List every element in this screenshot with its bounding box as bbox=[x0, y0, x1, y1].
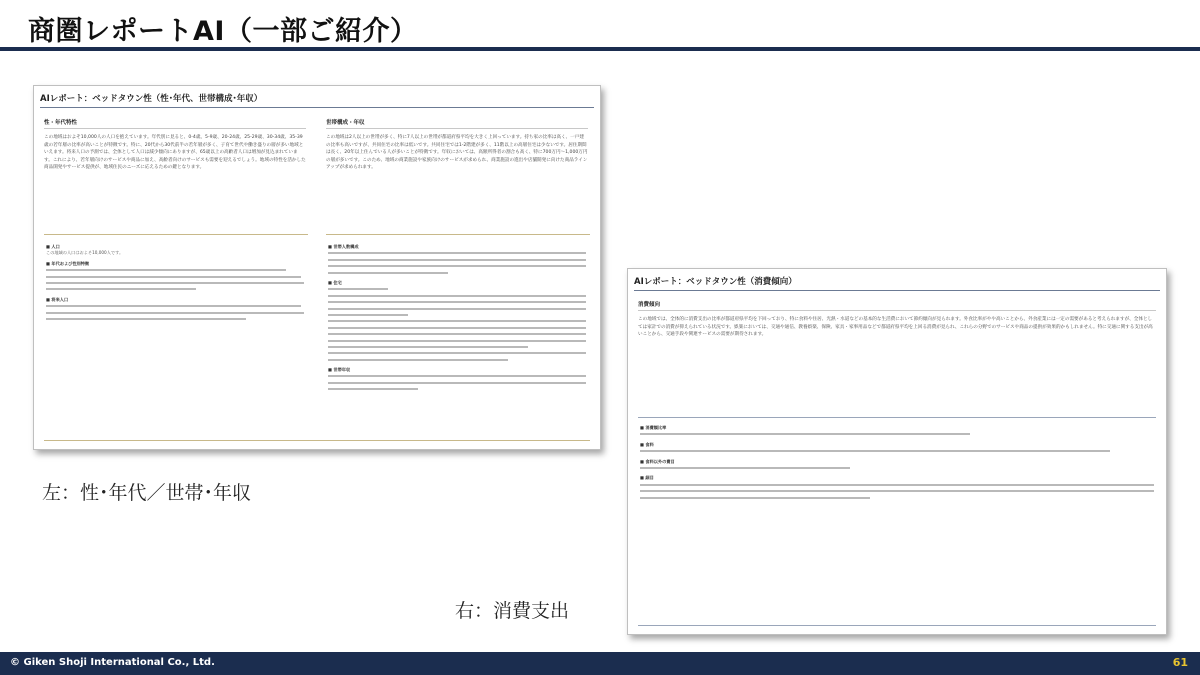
list-line bbox=[46, 310, 308, 316]
list-heading: ■ 世帯年収 bbox=[328, 367, 351, 373]
left-list-a bbox=[46, 240, 308, 350]
list-line bbox=[46, 303, 308, 309]
page-number: 61 bbox=[1172, 656, 1188, 669]
list-line bbox=[46, 267, 308, 273]
left-report-title: AIレポート：ベッドタウン性（性･年代、世帯構成･年収） bbox=[40, 88, 594, 108]
list-line bbox=[640, 488, 1156, 494]
list-line bbox=[328, 318, 590, 324]
list-line bbox=[640, 465, 1156, 471]
footer-copyright: © Giken Shoji International Co., Ltd. bbox=[10, 657, 215, 668]
section-text-age: この地域はおよそ10,000人の人口を抱えています。年代別に見ると、0-4歳、5-9歳、20-24歳、25-29歳、30-34歳、35-39歳の若年層の比率が高いことが特徴です。特に、20代から30代前半の若年層が多く、子育て世代や働き盛りの層が多い地域といえます。将来人口の予測では、全体として人口は減少傾向にありますが、65歳以上の高齢者人口は増加が見込まれています。これにより、若年層向けのサービスや商品に加え、高齢者向けのサービスも需要を迎えるでしょう。地域の特性を活かした商品開発やサービス提供が、地域住民のニーズに応えるための鍵となります。 bbox=[44, 135, 306, 171]
caption-right: 右：消費支出 bbox=[455, 600, 570, 622]
list-line bbox=[640, 495, 1156, 501]
list-heading: ■ 食料 bbox=[640, 441, 654, 447]
section-heading-household: 世帯構成・年収 bbox=[326, 118, 588, 129]
list-line bbox=[328, 250, 590, 256]
bottom-divider bbox=[638, 625, 1156, 626]
list-heading: ■ 年代および性別特徴 bbox=[46, 260, 90, 266]
divider bbox=[44, 234, 308, 235]
list-line bbox=[328, 306, 590, 312]
divider bbox=[326, 234, 590, 235]
list-line bbox=[328, 263, 590, 269]
list-line bbox=[640, 431, 1156, 437]
list-heading: ■ 細目 bbox=[640, 475, 654, 481]
list-line bbox=[328, 299, 590, 305]
right-list bbox=[640, 421, 1156, 531]
right-report-thumbnail bbox=[627, 268, 1167, 635]
list-line bbox=[328, 331, 590, 337]
list-heading: ■ 世帯人数構成 bbox=[328, 244, 359, 249]
list-text: この地域の人口はおよそ10,000人です。 bbox=[46, 250, 124, 256]
left-report-thumbnail bbox=[33, 85, 601, 450]
section-text-household: この地域は2人以上の世帯が多く、特に7人以上の世帯が都道府県平均を大きく上回っています。持ち家の比率は高く、一戸建の比率も高いですが、共同住宅の比率は低いです。共同住宅では1-2階建が多く、11階以上の高層住宅は少ないです。居住期間は長く、20年以上住んでいる人が多いことが特徴です。年収においては、高額所得者の割合も高く、特に700万円～1,000万円の層が多いです。このため、地域の商業施設や家族向けのサービスが求められ、商業施設の進出や店舗開発に向けた商品ラインアップが求められます。 bbox=[326, 135, 588, 171]
list-line bbox=[328, 373, 590, 379]
caption-left: 左：性･年代／世帯･年収 bbox=[42, 482, 252, 504]
section-heading-age: 性・年代特性 bbox=[44, 118, 306, 129]
list-line bbox=[328, 357, 590, 363]
left-col-b bbox=[326, 118, 588, 192]
section-heading-consumption: 消費傾向 bbox=[638, 300, 1156, 311]
title-rule bbox=[0, 47, 1200, 51]
list-line bbox=[328, 350, 590, 356]
divider bbox=[638, 417, 1156, 418]
left-list-b bbox=[328, 240, 590, 435]
list-heading: ■ 食料以外の費目 bbox=[640, 458, 675, 464]
list-heading: ■ 住宅 bbox=[328, 279, 342, 285]
list-line bbox=[46, 316, 308, 322]
right-report-title: AIレポート：ベッドタウン性（消費傾向） bbox=[634, 271, 1160, 291]
left-col-a bbox=[44, 118, 306, 192]
bottom-divider bbox=[44, 440, 590, 441]
slide-title: 商圏レポートAI（一部ご紹介） bbox=[28, 16, 418, 47]
list-line bbox=[640, 448, 1156, 454]
list-line bbox=[46, 286, 308, 292]
section-text-consumption: この地域では、全体的に消費支出の比率が都道府県平均を下回っており、特に食料や住居、光熱・水道などの基本的な生活費において節約傾向が見られます。外食比率がやや高いことから、外食産業には一定の需要があると考えられますが、全体としては家計での消費が抑えられている状況です。娯楽においては、交通や通信、教養娯楽、保険、家具・家事用品などで都道府県平均を上回る消費が見られ、これらの分野でのサービスや商品の提供が効果的かもしれません。特に交通に関する支出が高いことから、交通手段や関連サービスの需要が期待されます。 bbox=[638, 317, 1153, 338]
right-col bbox=[638, 300, 1156, 364]
list-heading: ■ 人口 bbox=[46, 244, 60, 249]
list-heading: ■ 将来人口 bbox=[46, 296, 69, 302]
list-line bbox=[328, 338, 590, 344]
list-line bbox=[328, 386, 590, 392]
footer-bar bbox=[0, 652, 1200, 675]
list-heading: ■ 消費額比率 bbox=[640, 425, 667, 430]
list-line bbox=[328, 270, 590, 276]
